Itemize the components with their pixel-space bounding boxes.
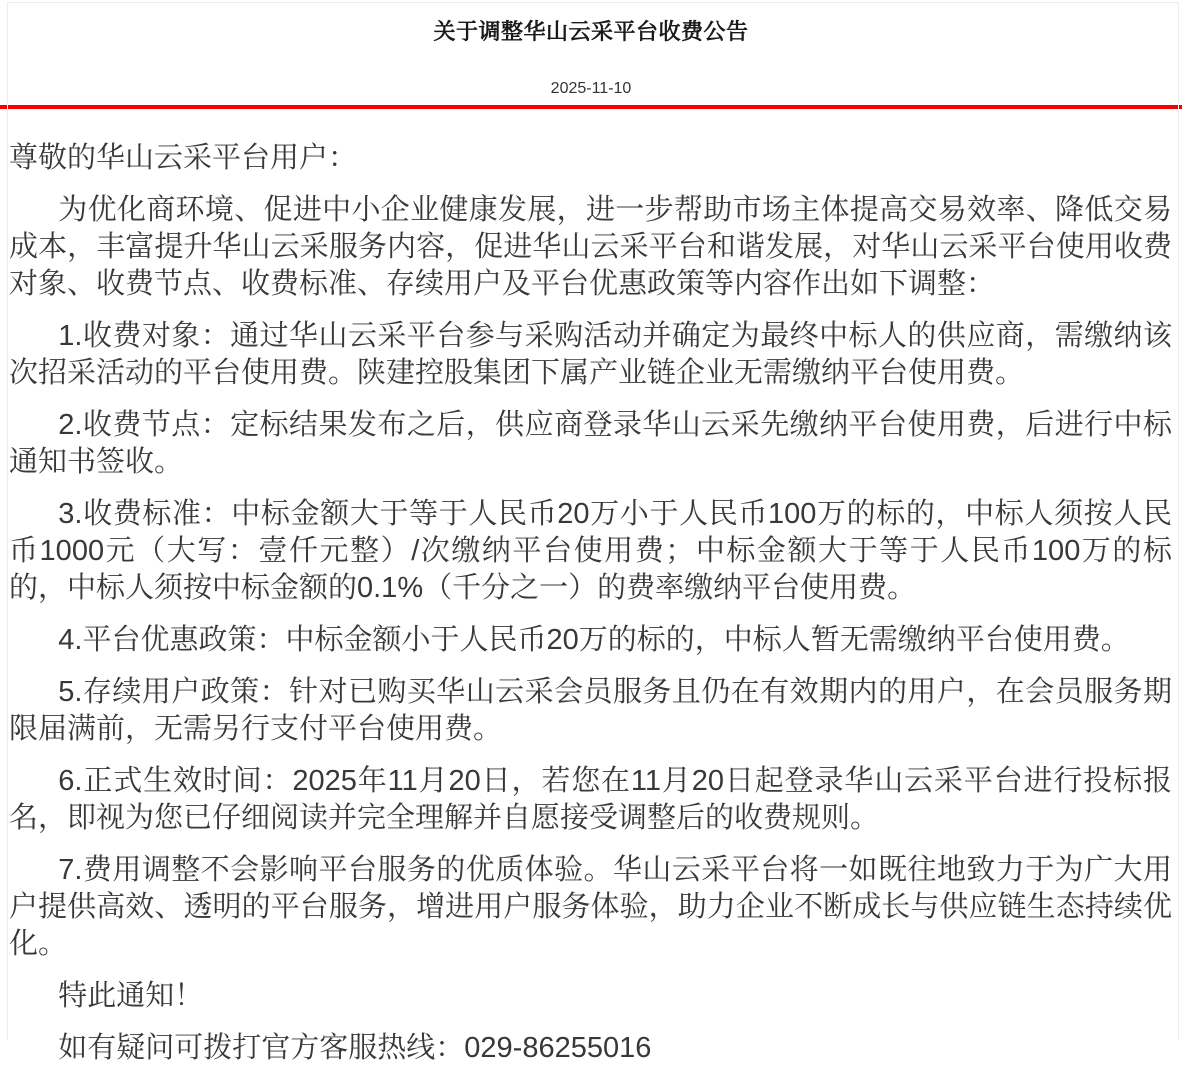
hotline-line: 如有疑问可拨打官方客服热线：029-86255016 bbox=[58, 1032, 652, 1064]
page-title: 关于调整华山云采平台收费公告 bbox=[433, 19, 749, 44]
notice-item-4: 4.平台优惠政策：中标金额小于人民币20万的标的，中标人暂无需缴纳平台使用费。 bbox=[58, 624, 1130, 656]
notice-item-6: 6.正式生效时间：2025年11月20日，若您在11月20日起登录华山云采平台进行投标报名，即视为您已仔细阅读并完全理解并自愿接受调整后的收费规则。 bbox=[9, 765, 1172, 834]
closing-line: 特此通知！ bbox=[58, 980, 204, 1012]
notice-item-7: 7.费用调整不会影响平台服务的优质体验。华山云采平台将一如既往地致力于为广大用户提供高效、透明的平台服务，增进用户服务体验，助力企业不断成长与供应链生态持续优化。 bbox=[9, 854, 1172, 960]
intro-paragraph: 为优化商环境、促进中小企业健康发展，进一步帮助市场主体提高交易效率、降低交易成本，丰富提升华山云采服务内容，促进华山云采平台和谐发展，对华山云采平台使用收费对象、收费节点、收费标准、存续用户及平台优惠政策等内容作出如下调整： bbox=[9, 194, 1172, 300]
red-divider-rule bbox=[0, 105, 1182, 109]
publish-date: 2025-11-10 bbox=[550, 80, 632, 97]
notice-item-1: 1.收费对象：通过华山云采平台参与采购活动并确定为最终中标人的供应商，需缴纳该次招采活动的平台使用费。陕建控股集团下属产业链企业无需缴纳平台使用费。 bbox=[9, 320, 1172, 389]
announcement-header bbox=[0, 0, 1182, 98]
greeting-line: 尊敬的华山云采平台用户： bbox=[9, 142, 358, 174]
notice-item-5: 5.存续用户政策：针对已购买华山云采会员服务且仍在有效期内的用户，在会员服务期限届满前，无需另行支付平台使用费。 bbox=[9, 676, 1172, 745]
notice-item-3: 3.收费标准：中标金额大于等于人民币20万小于人民币100万的标的，中标人须按人民币1000元（大写：壹仟元整）/次缴纳平台使用费；中标金额大于等于人民币100万的标的，中标人须按中标金额的0.1%（千分之一）的费率缴纳平台使用费。 bbox=[9, 498, 1172, 604]
notice-item-2: 2.收费节点：定标结果发布之后，供应商登录华山云采先缴纳平台使用费，后进行中标通知书签收。 bbox=[9, 409, 1172, 478]
announcement-body bbox=[0, 140, 1182, 1067]
